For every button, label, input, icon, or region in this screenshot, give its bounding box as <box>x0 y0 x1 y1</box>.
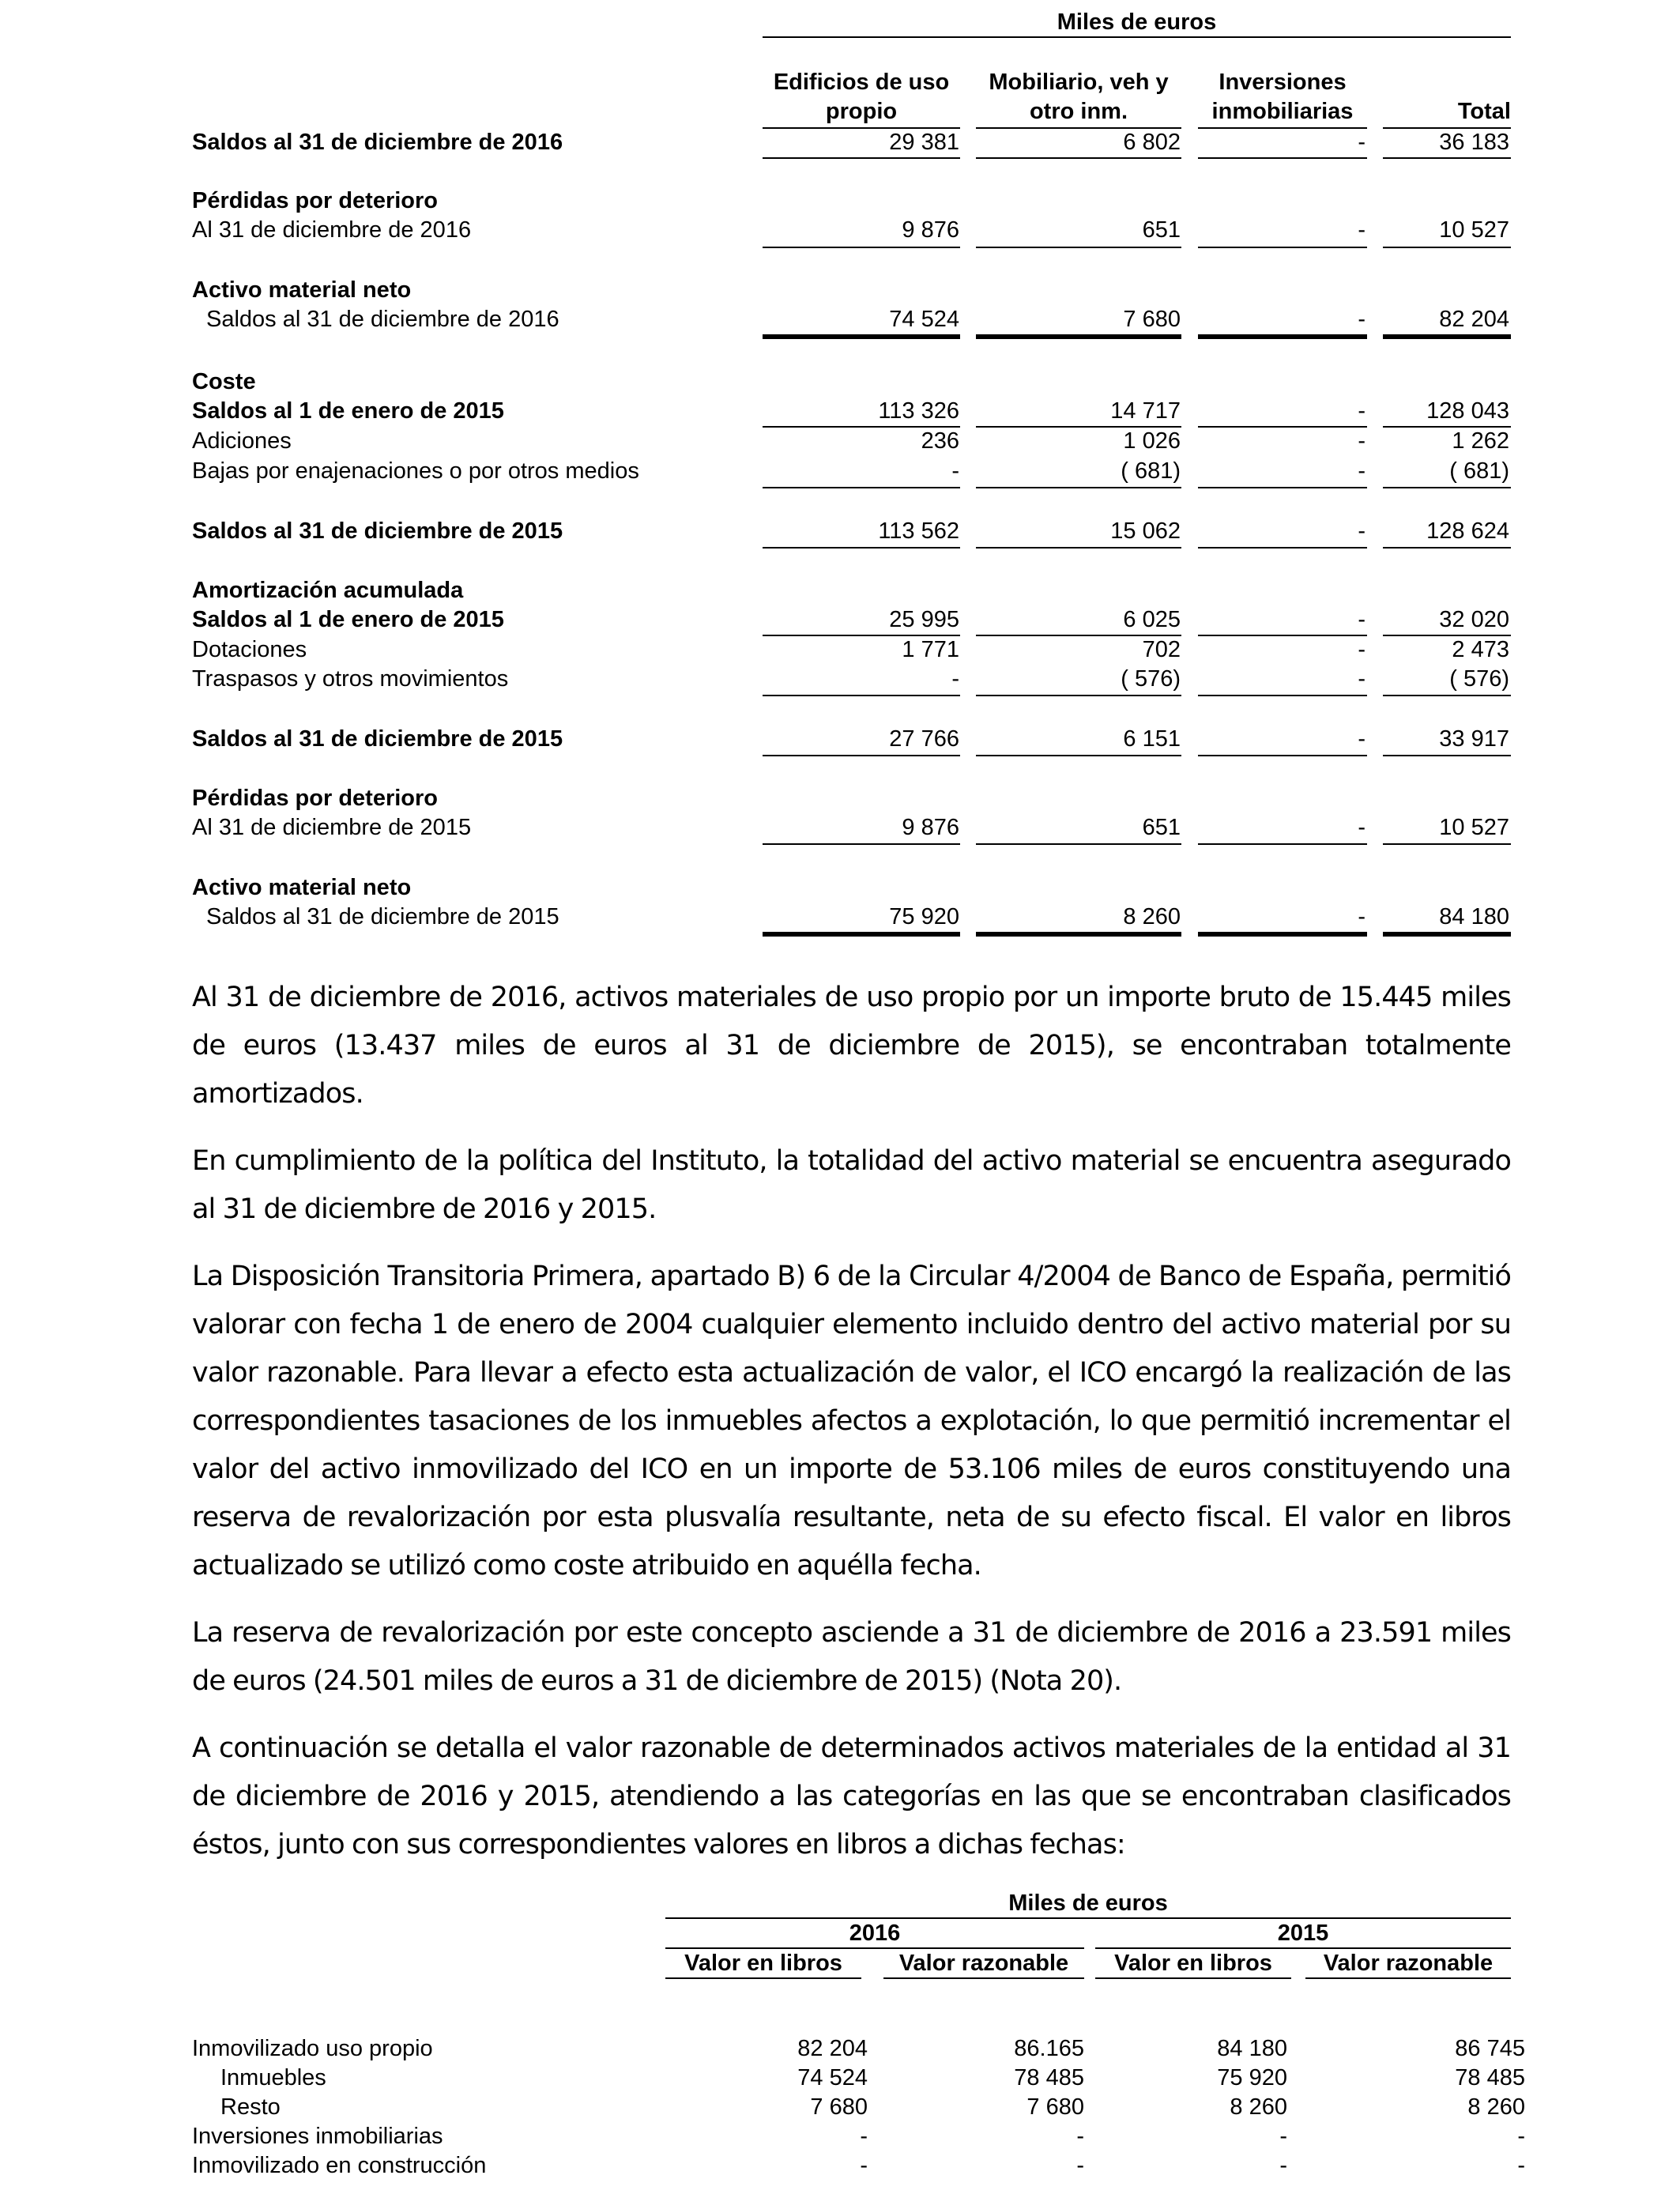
subheader-valor-libros: Valor en libros <box>684 1951 842 1976</box>
double-underline <box>763 932 960 937</box>
table-row <box>0 668 1680 697</box>
subheader-rule <box>1095 1977 1291 1979</box>
underline <box>763 755 960 756</box>
row-label: Saldos al 31 de diciembre de 2015 <box>192 518 563 544</box>
table-row <box>0 906 1680 935</box>
cell-mobiliario: 6 151 <box>1123 726 1181 752</box>
cell-mobiliario: 7 680 <box>1123 307 1181 332</box>
cell-inversiones: - <box>1358 398 1365 424</box>
cell-mobiliario: 651 <box>1142 815 1181 840</box>
underline <box>976 426 1181 428</box>
section-label: Pérdidas por deterioro <box>192 786 439 811</box>
cell-2015-libros: 8 260 <box>1230 2094 1287 2120</box>
section-label: Coste <box>192 369 256 394</box>
cell-inversiones: - <box>1358 637 1365 662</box>
table1-unit-header: Miles de euros <box>1057 9 1217 35</box>
underline <box>976 487 1181 488</box>
underline <box>976 755 1181 756</box>
col-header-edificios <box>763 68 960 126</box>
cell-mobiliario: 8 260 <box>1123 904 1181 929</box>
underline <box>976 635 1181 636</box>
section-label: Activo material neto <box>192 875 412 900</box>
cell-total: 84 180 <box>1439 904 1509 929</box>
cell-mobiliario: 702 <box>1142 637 1181 662</box>
cell-total: 128 624 <box>1426 518 1509 544</box>
cell-mobiliario: 6 025 <box>1123 607 1181 632</box>
table-row <box>0 371 1680 400</box>
underline <box>976 127 1181 129</box>
cell-2016-razonable: 78 485 <box>1014 2065 1084 2090</box>
double-underline <box>1383 932 1511 937</box>
row-label: Saldos al 31 de diciembre de 2016 <box>192 130 563 155</box>
section-label: Activo material neto <box>192 277 412 303</box>
underline <box>1198 755 1367 756</box>
cell-2016-libros: 7 680 <box>810 2094 868 2120</box>
cell-total: ( 681) <box>1449 458 1509 484</box>
underline <box>976 695 1181 696</box>
underline <box>763 127 960 129</box>
underline <box>763 695 960 696</box>
table-row <box>0 728 1680 757</box>
underline <box>1383 635 1511 636</box>
cell-mobiliario: 15 062 <box>1110 518 1181 544</box>
double-underline <box>1198 334 1367 339</box>
cell-2015-libros: 75 920 <box>1217 2065 1287 2090</box>
cell-total: 32 020 <box>1439 607 1509 632</box>
cell-edificios: - <box>951 666 959 692</box>
underline <box>1198 127 1367 129</box>
cell-2016-razonable: 86.165 <box>1014 2036 1084 2061</box>
underline <box>1198 695 1367 696</box>
cell-inversiones: - <box>1358 607 1365 632</box>
year-rule <box>665 1947 1084 1949</box>
cell-edificios: 27 766 <box>889 726 959 752</box>
cell-2015-libros: 84 180 <box>1217 2036 1287 2061</box>
table1-header-rule <box>763 36 1511 38</box>
asset-movement-table <box>0 0 1680 948</box>
row-label: Inmuebles <box>220 2065 326 2090</box>
cell-inversiones: - <box>1358 726 1365 752</box>
row-label: Al 31 de diciembre de 2016 <box>192 217 472 243</box>
underline <box>1198 635 1367 636</box>
table-row <box>0 400 1680 429</box>
underline <box>1198 426 1367 428</box>
paragraph: A continuación se detalla el valor razonable de determinados activos materiales de la entidad al 31 de diciembre de 2016 y 2015, atendiendo a las categorías en las que se encontraban clasificados éstos, junto con sus correspondientes valores en libros a dichas fechas: <box>192 1732 1511 1860</box>
table-row <box>0 816 1680 846</box>
underline <box>976 547 1181 548</box>
cell-2015-libros: - <box>1279 2153 1287 2178</box>
cell-2016-libros: 74 524 <box>797 2065 868 2090</box>
row-label: Bajas por enajenaciones o por otros medios <box>192 458 639 484</box>
underline <box>1383 547 1511 548</box>
subheader-rule <box>883 1977 1084 1979</box>
cell-inversiones: - <box>1358 307 1365 332</box>
table-row <box>0 460 1680 489</box>
double-underline <box>763 334 960 339</box>
double-underline <box>976 334 1181 339</box>
year-rule <box>1095 1947 1511 1949</box>
double-underline <box>976 932 1181 937</box>
row-label: Saldos al 31 de diciembre de 2015 <box>206 904 559 929</box>
underline <box>976 157 1181 159</box>
underline <box>763 426 960 428</box>
cell-mobiliario: ( 576) <box>1121 666 1181 692</box>
cell-inversiones: - <box>1358 904 1365 929</box>
underline <box>763 843 960 845</box>
col-header-line <box>1383 68 1511 97</box>
table-row <box>0 190 1680 219</box>
row-label: Inversiones inmobiliarias <box>192 2124 443 2149</box>
table-row <box>0 639 1680 668</box>
underline <box>1383 247 1511 248</box>
cell-inversiones: - <box>1358 666 1365 692</box>
cell-2015-razonable: 86 745 <box>1455 2036 1525 2061</box>
cell-2016-libros: - <box>860 2153 868 2178</box>
underline <box>1383 127 1511 129</box>
row-label: Saldos al 1 de enero de 2015 <box>192 607 504 632</box>
cell-2016-libros: 82 204 <box>797 2036 868 2061</box>
table2-unit-header: Miles de euros <box>1008 1891 1168 1916</box>
table-row <box>0 520 1680 549</box>
col-header-line: otro inm. <box>1029 99 1128 124</box>
cell-edificios: 29 381 <box>889 130 959 155</box>
col-header-line: Inversiones <box>1219 70 1347 95</box>
underline <box>1198 247 1367 248</box>
cell-inversiones: - <box>1358 815 1365 840</box>
cell-2015-razonable: 78 485 <box>1455 2065 1525 2090</box>
table-row <box>0 308 1680 337</box>
row-label: Dotaciones <box>192 637 307 662</box>
col-header-inversiones <box>1198 68 1367 126</box>
year-header-2015: 2015 <box>1277 1921 1329 1946</box>
col-header-line: Total <box>1457 99 1511 124</box>
underline <box>763 635 960 636</box>
col-header-line: inmobiliarias <box>1211 99 1354 124</box>
cell-total: 10 527 <box>1439 217 1509 243</box>
body-text <box>192 974 1511 1888</box>
subheader-rule <box>665 1977 861 1979</box>
paragraph: Al 31 de diciembre de 2016, activos materiales de uso propio por un importe bruto de 15.445 miles de euros (13.437 miles de euros al 31 de diciembre de 2015), se encontraban totalmente amortizados. <box>192 982 1511 1110</box>
table-row <box>0 219 1680 248</box>
row-label: Al 31 de diciembre de 2015 <box>192 815 472 840</box>
cell-total: 33 917 <box>1439 726 1509 752</box>
row-label: Resto <box>220 2094 281 2120</box>
cell-inversiones: - <box>1358 428 1365 454</box>
underline <box>1198 547 1367 548</box>
underline <box>1198 843 1367 845</box>
subheader-valor-razonable: Valor razonable <box>1323 1951 1494 1976</box>
row-label: Saldos al 1 de enero de 2015 <box>192 398 504 424</box>
double-underline <box>1383 334 1511 339</box>
underline <box>763 487 960 488</box>
row-label: Adiciones <box>192 428 292 454</box>
cell-2016-libros: - <box>860 2124 868 2149</box>
cell-edificios: 25 995 <box>889 607 959 632</box>
cell-edificios: 113 326 <box>878 398 959 424</box>
cell-2015-razonable: - <box>1517 2153 1525 2178</box>
cell-total: 1 262 <box>1452 428 1509 454</box>
underline <box>1383 157 1511 159</box>
cell-edificios: 75 920 <box>889 904 959 929</box>
underline <box>1383 843 1511 845</box>
table-row <box>0 609 1680 638</box>
cell-2016-razonable: - <box>1076 2153 1084 2178</box>
underline <box>976 247 1181 248</box>
row-label: Saldos al 31 de diciembre de 2015 <box>192 726 563 752</box>
header-rule <box>665 1917 1511 1919</box>
col-header-total <box>1383 68 1511 126</box>
table-row <box>0 131 1680 160</box>
cell-inversiones: - <box>1358 518 1365 544</box>
underline <box>1383 426 1511 428</box>
underline <box>1198 157 1367 159</box>
col-header-line: propio <box>825 99 898 124</box>
table-row <box>0 279 1680 308</box>
table-row <box>0 787 1680 816</box>
underline <box>1383 487 1511 488</box>
row-label: Saldos al 31 de diciembre de 2016 <box>206 307 559 332</box>
cell-inversiones: - <box>1358 217 1365 243</box>
cell-edificios: 236 <box>921 428 959 454</box>
cell-edificios: 74 524 <box>889 307 959 332</box>
cell-edificios: - <box>951 458 959 484</box>
section-label: Pérdidas por deterioro <box>192 188 439 213</box>
cell-2015-razonable: 8 260 <box>1467 2094 1525 2120</box>
section-label: Amortización acumulada <box>192 578 464 603</box>
cell-edificios: 1 771 <box>902 637 959 662</box>
cell-edificios: 9 876 <box>902 217 959 243</box>
table-row <box>0 430 1680 459</box>
paragraph: La reserva de revalorización por este concepto asciende a 31 de diciembre de 2016 a 23.591 miles de euros (24.501 miles de euros a 31 de diciembre de 2015) (Nota 20). <box>192 1617 1511 1697</box>
col-header-line: Edificios de uso <box>773 70 950 95</box>
cell-total: 128 043 <box>1426 398 1509 424</box>
year-header-2016: 2016 <box>849 1921 901 1946</box>
cell-mobiliario: 14 717 <box>1110 398 1181 424</box>
cell-edificios: 113 562 <box>878 518 959 544</box>
table-row <box>0 579 1680 609</box>
double-underline <box>1198 932 1367 937</box>
cell-2015-razonable: - <box>1517 2124 1525 2149</box>
subheader-valor-razonable: Valor razonable <box>898 1951 1069 1976</box>
underline <box>1383 695 1511 696</box>
cell-total: ( 576) <box>1449 666 1509 692</box>
row-label: Inmovilizado en construcción <box>192 2153 487 2178</box>
cell-total: 10 527 <box>1439 815 1509 840</box>
cell-mobiliario: ( 681) <box>1121 458 1181 484</box>
cell-mobiliario: 6 802 <box>1123 130 1181 155</box>
underline <box>763 547 960 548</box>
underline <box>763 247 960 248</box>
subheader-valor-libros: Valor en libros <box>1114 1951 1272 1976</box>
cell-total: 82 204 <box>1439 307 1509 332</box>
col-header-mobiliario <box>976 68 1181 126</box>
paragraph: En cumplimiento de la política del Instituto, la totalidad del activo material se encuentra asegurado al 31 de diciembre de 2016 y 2015. <box>192 1145 1511 1225</box>
cell-inversiones: - <box>1358 130 1365 155</box>
underline <box>1383 755 1511 756</box>
cell-mobiliario: 1 026 <box>1123 428 1181 454</box>
col-header-line: Mobiliario, veh y <box>989 70 1169 95</box>
cell-2016-razonable: 7 680 <box>1026 2094 1084 2120</box>
underline <box>976 843 1181 845</box>
fair-value-table <box>0 1881 1680 2194</box>
cell-edificios: 9 876 <box>902 815 959 840</box>
paragraph: La Disposición Transitoria Primera, apartado B) 6 de la Circular 4/2004 de Banco de España, permitió valorar con fecha 1 de enero de 2004 cualquier elemento incluido dentro del activo material por su valor razonable. Para llevar a efecto esta actualización de valor, el ICO encargó la realización de las correspondientes tasaciones de los inmuebles afectos a explotación, lo que permitió incrementar el valor del activo inmovilizado del ICO en un importe de 53.106 miles de euros constituyendo una reserva de revalorización por esta plusvalía resultante, neta de su efecto fiscal. El valor en libros actualizado se utilizó como coste atribuido en aquélla fecha. <box>192 1261 1511 1581</box>
cell-total: 36 183 <box>1439 130 1509 155</box>
cell-2016-razonable: - <box>1076 2124 1084 2149</box>
cell-inversiones: - <box>1358 458 1365 484</box>
cell-2015-libros: - <box>1279 2124 1287 2149</box>
underline <box>1198 487 1367 488</box>
subheader-rule <box>1305 1977 1511 1979</box>
row-label: Traspasos y otros movimientos <box>192 666 509 692</box>
table-row <box>0 876 1680 906</box>
cell-total: 2 473 <box>1452 637 1509 662</box>
cell-mobiliario: 651 <box>1142 217 1181 243</box>
row-label: Inmovilizado uso propio <box>192 2036 433 2061</box>
underline <box>763 157 960 159</box>
